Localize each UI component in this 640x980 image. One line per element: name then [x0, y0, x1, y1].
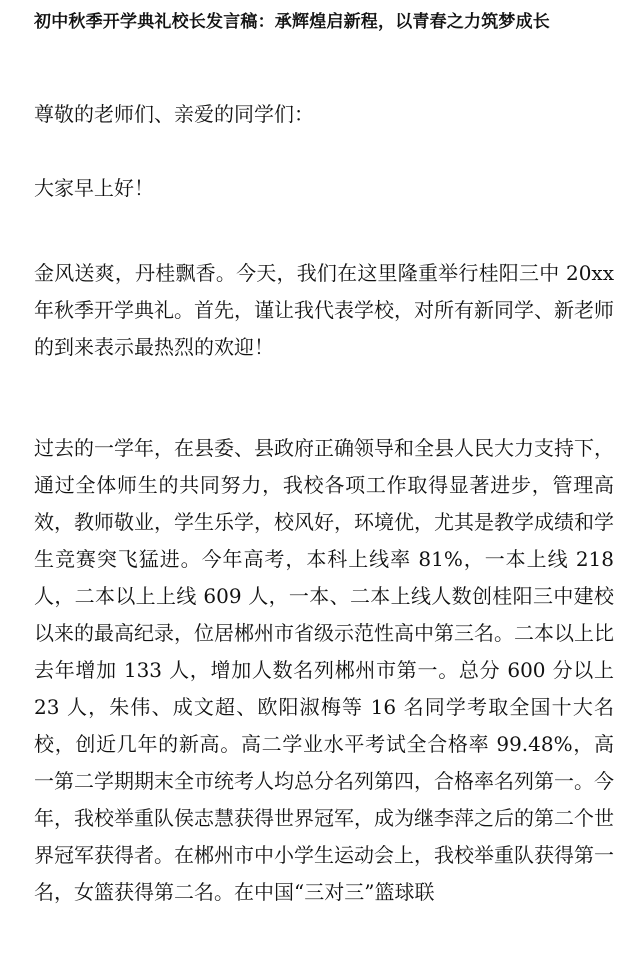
document-title: 初中秋季开学典礼校长发言稿：承辉煌启新程，以青春之力筑梦成长	[34, 12, 550, 32]
body-paragraph-2: 过去的一学年，在县委、县政府正确领导和全县人民大力支持下，通过全体师生的共同努力，我校各项工作取得显著进步，管理高效，教师敬业，学生乐学，校风好，环境优，尤其是教学成绩和学生竞赛突飞猛进。今年高考，本科上线率 81%，一本上线 218 人，二本以上上线 609 人，一本、二本上线人数创桂阳三中建校以来的最高纪录，位居郴州市省级示范性高中第三名。二本以上比去年增加 133 人，增加人数名列郴州市第一。总分 600 分以上 23 人，朱伟、成文超、欧阳淑梅等 16 名同学考取全国十大名校，创近几年的新高。高二学业水平考试全合格率 99.48%，高一第二学期期末全市统考人均总分名列第四，合格率名列第一。今年，我校举重队侯志慧获得世界冠军，成为继李萍之后的第二个世界冠军获得者。在郴州市中小学生运动会上，我校举重队获得第一名，女篮获得第二名。在中国“三对三”篮球联	[34, 436, 614, 904]
greeting: 大家早上好！	[34, 176, 154, 200]
salutation: 尊敬的老师们、亲爱的同学们：	[34, 102, 314, 126]
body-paragraph-1: 金风送爽，丹桂飘香。今天，我们在这里隆重举行桂阳三中 20xx 年秋季开学典礼。首先，谨让我代表学校，对所有新同学、新老师的到来表示最热烈的欢迎！	[34, 261, 614, 359]
